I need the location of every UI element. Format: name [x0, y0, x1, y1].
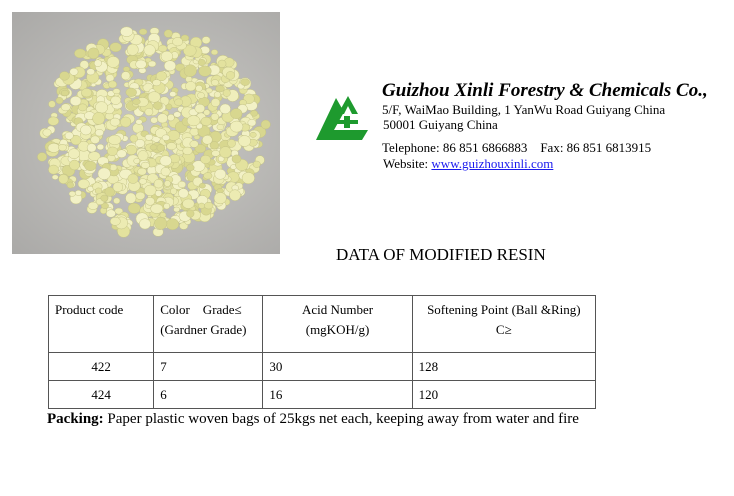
resin-granule	[166, 219, 179, 230]
resin-granule	[95, 188, 102, 194]
table-header-row	[49, 296, 596, 353]
resin-granule	[60, 72, 70, 81]
resin-granule	[217, 124, 224, 130]
resin-granule	[196, 85, 203, 91]
resin-granule	[106, 210, 115, 218]
resin-granule	[94, 60, 101, 67]
resin-granule	[211, 98, 220, 106]
resin-granule	[157, 114, 167, 124]
resin-granule	[214, 193, 226, 204]
resin-granule	[216, 85, 225, 92]
resin-granule	[68, 149, 79, 159]
resin-granule	[242, 172, 255, 183]
resin-granule	[56, 97, 63, 104]
resin-granule	[230, 121, 243, 132]
resin-granule	[117, 150, 127, 158]
resin-granule	[37, 153, 46, 162]
resin-granule	[75, 190, 82, 195]
website-label: Website:	[383, 156, 432, 171]
resin-granule	[158, 45, 167, 52]
resin-granule	[174, 207, 180, 212]
company-logo	[314, 90, 370, 142]
resin-granule	[95, 129, 103, 136]
resin-granule	[113, 89, 120, 94]
resin-granule	[123, 67, 130, 72]
header-color-grade: Color Grade≤ (Gardner Grade)	[154, 296, 263, 353]
resin-granule	[81, 88, 91, 97]
company-address-line2: 50001 Guiyang China	[383, 117, 498, 132]
resin-granule	[154, 217, 167, 229]
resin-granule	[95, 102, 107, 114]
resin-granule	[251, 110, 258, 116]
resin-granule	[204, 173, 213, 180]
resin-granule	[61, 104, 70, 111]
resin-granule	[52, 175, 58, 180]
resin-granule	[199, 183, 205, 188]
resin-granule	[261, 120, 270, 129]
resin-granule	[107, 56, 119, 67]
resin-granule	[153, 80, 161, 86]
resin-granule	[120, 117, 131, 127]
company-address-line1: 5/F, WaiMao Building, 1 YanWu Road Guiyang China	[382, 102, 666, 117]
resin-granules-photo	[12, 12, 280, 254]
resin-granule	[220, 147, 232, 158]
resin-granule	[141, 162, 150, 168]
resin-granule	[206, 88, 212, 93]
resin-granule	[139, 219, 150, 229]
resin-granule	[81, 125, 92, 135]
cell-acid-number: 30	[263, 353, 412, 381]
resin-granule	[93, 112, 105, 124]
resin-granule	[61, 90, 68, 96]
resin-granule	[155, 190, 162, 196]
resin-granule	[126, 88, 137, 97]
cell-softening-point: 128	[412, 353, 595, 381]
resin-granule	[199, 66, 212, 77]
resin-granule	[151, 117, 158, 123]
resin-granule	[201, 155, 211, 164]
resin-granule	[111, 96, 121, 105]
resin-granule	[101, 195, 108, 201]
company-website	[383, 156, 553, 172]
resin-granule	[164, 181, 170, 187]
table-row	[49, 353, 596, 381]
company-telephone-fax: Telephone: 86 851 6866883 Fax: 86 851 6813915	[382, 140, 652, 155]
resin-granule	[48, 143, 60, 152]
resin-granule	[228, 139, 236, 147]
cell-color-grade: 6	[154, 381, 263, 409]
resin-granule	[145, 108, 153, 115]
resin-granule	[110, 164, 118, 170]
resin-granule	[138, 168, 147, 175]
resin-granule	[113, 182, 123, 192]
resin-granules-image	[12, 12, 280, 254]
resin-granule	[69, 191, 76, 196]
header-softening-point: Softening Point (Ball &Ring) C≥	[412, 296, 595, 353]
resin-granule	[202, 37, 210, 44]
resin-granule	[162, 135, 170, 141]
resin-granule	[139, 179, 147, 185]
resin-granule	[238, 136, 250, 147]
resin-granule	[210, 142, 219, 150]
resin-granule	[97, 144, 104, 150]
resin-granule	[174, 99, 182, 106]
resin-granule	[157, 144, 165, 151]
resin-granule	[49, 101, 56, 108]
resin-granule	[130, 135, 138, 142]
cell-softening-point: 120	[412, 381, 595, 409]
resin-granule	[241, 79, 250, 86]
resin-granule	[184, 65, 197, 77]
resin-granule	[65, 132, 73, 139]
resin-granule	[161, 167, 170, 176]
website-link[interactable]: www.guizhouxinli.com	[431, 156, 554, 171]
resin-granule	[211, 80, 219, 86]
resin-granule	[67, 182, 74, 188]
resin-granule	[166, 104, 172, 110]
resin-granule	[226, 71, 235, 79]
resin-granule	[139, 29, 147, 35]
resin-granule	[250, 132, 256, 137]
resin-granule	[154, 179, 163, 188]
table-row	[49, 381, 596, 409]
resin-granule	[164, 203, 170, 209]
resin-granule	[174, 112, 181, 118]
resin-granule	[88, 48, 99, 59]
resin-granule	[211, 113, 219, 120]
resin-granule	[48, 117, 59, 126]
resin-granule	[198, 92, 205, 98]
resin-granule	[170, 91, 177, 96]
resin-granule	[126, 145, 137, 155]
resin-granule	[154, 102, 162, 110]
resin-granule	[214, 92, 221, 98]
resin-granule	[211, 50, 218, 55]
resin-granule	[215, 169, 226, 179]
resin-granule	[69, 160, 79, 170]
resin-granule	[70, 68, 78, 75]
cell-acid-number: 16	[263, 381, 412, 409]
header-product-code: Product code	[49, 296, 154, 353]
resin-granule	[85, 161, 97, 171]
resin-granule	[128, 174, 138, 184]
resin-granule	[198, 203, 204, 209]
resin-data-table	[48, 295, 596, 409]
resin-granule	[164, 30, 172, 38]
resin-granule	[232, 155, 241, 163]
company-name: Guizhou Xinli Forestry & Chemicals Co.,	[382, 80, 708, 101]
resin-granule	[136, 119, 143, 124]
resin-granule	[87, 144, 96, 153]
resin-granule	[185, 81, 196, 91]
resin-granule	[167, 143, 177, 150]
resin-granule	[110, 118, 120, 126]
resin-granule	[144, 45, 156, 56]
resin-granule	[183, 199, 195, 209]
resin-granule	[107, 147, 117, 156]
resin-granule	[43, 129, 51, 136]
resin-granule	[74, 49, 86, 58]
resin-granule	[161, 51, 173, 61]
resin-granule	[164, 61, 176, 71]
resin-granule	[160, 212, 166, 217]
resin-granule	[110, 217, 120, 225]
resin-granule	[148, 92, 160, 103]
resin-granule	[78, 104, 87, 111]
resin-granule	[198, 59, 205, 65]
resin-granule	[178, 181, 186, 188]
resin-granule	[229, 190, 240, 201]
resin-granule	[231, 109, 243, 119]
resin-granule	[136, 60, 147, 69]
resin-granule	[108, 81, 116, 88]
document-title: DATA OF MODIFIED RESIN	[336, 245, 546, 264]
resin-granule	[59, 174, 69, 183]
resin-granule	[151, 204, 163, 214]
resin-granule	[218, 60, 226, 68]
resin-granule	[133, 99, 141, 105]
resin-granule	[70, 96, 81, 106]
resin-granule	[113, 198, 120, 204]
resin-granule	[108, 135, 121, 145]
packing-text: Paper plastic woven bags of 25kgs net each, keeping away from water and fire	[103, 411, 579, 427]
resin-granule	[173, 37, 183, 46]
resin-granule	[160, 156, 172, 166]
resin-granule	[120, 27, 132, 37]
cell-product-code: 424	[49, 381, 154, 409]
resin-granule	[186, 164, 194, 170]
resin-granule	[204, 202, 213, 209]
resin-granule	[150, 145, 157, 150]
resin-granule	[195, 104, 205, 113]
resin-granule	[148, 61, 156, 67]
resin-granule	[187, 116, 200, 126]
resin-granule	[87, 69, 95, 75]
resin-granule	[110, 43, 122, 52]
resin-granule	[98, 168, 111, 180]
resin-granule	[48, 165, 58, 174]
packing-label: Packing:	[47, 411, 104, 427]
resin-granule	[167, 114, 174, 121]
resin-granule	[178, 189, 188, 199]
resin-granule	[128, 203, 140, 213]
resin-granule	[127, 44, 138, 55]
resin-granule	[146, 197, 155, 205]
header-acid-number: Acid Number (mgKOH/g)	[263, 296, 412, 353]
resin-granule	[253, 161, 260, 168]
resin-granule	[58, 144, 66, 151]
resin-granule	[145, 134, 153, 140]
resin-granule	[183, 147, 193, 155]
packing-note	[47, 411, 579, 428]
resin-granule	[138, 151, 148, 161]
cell-product-code: 422	[49, 353, 154, 381]
resin-granule	[121, 72, 130, 80]
resin-granule	[91, 136, 100, 144]
resin-granule	[220, 104, 231, 114]
resin-granule	[144, 185, 156, 196]
resin-granule	[136, 192, 145, 200]
cell-color-grade: 7	[154, 353, 263, 381]
resin-granule	[126, 193, 137, 204]
resin-granule	[190, 141, 199, 148]
resin-granule	[187, 210, 195, 217]
